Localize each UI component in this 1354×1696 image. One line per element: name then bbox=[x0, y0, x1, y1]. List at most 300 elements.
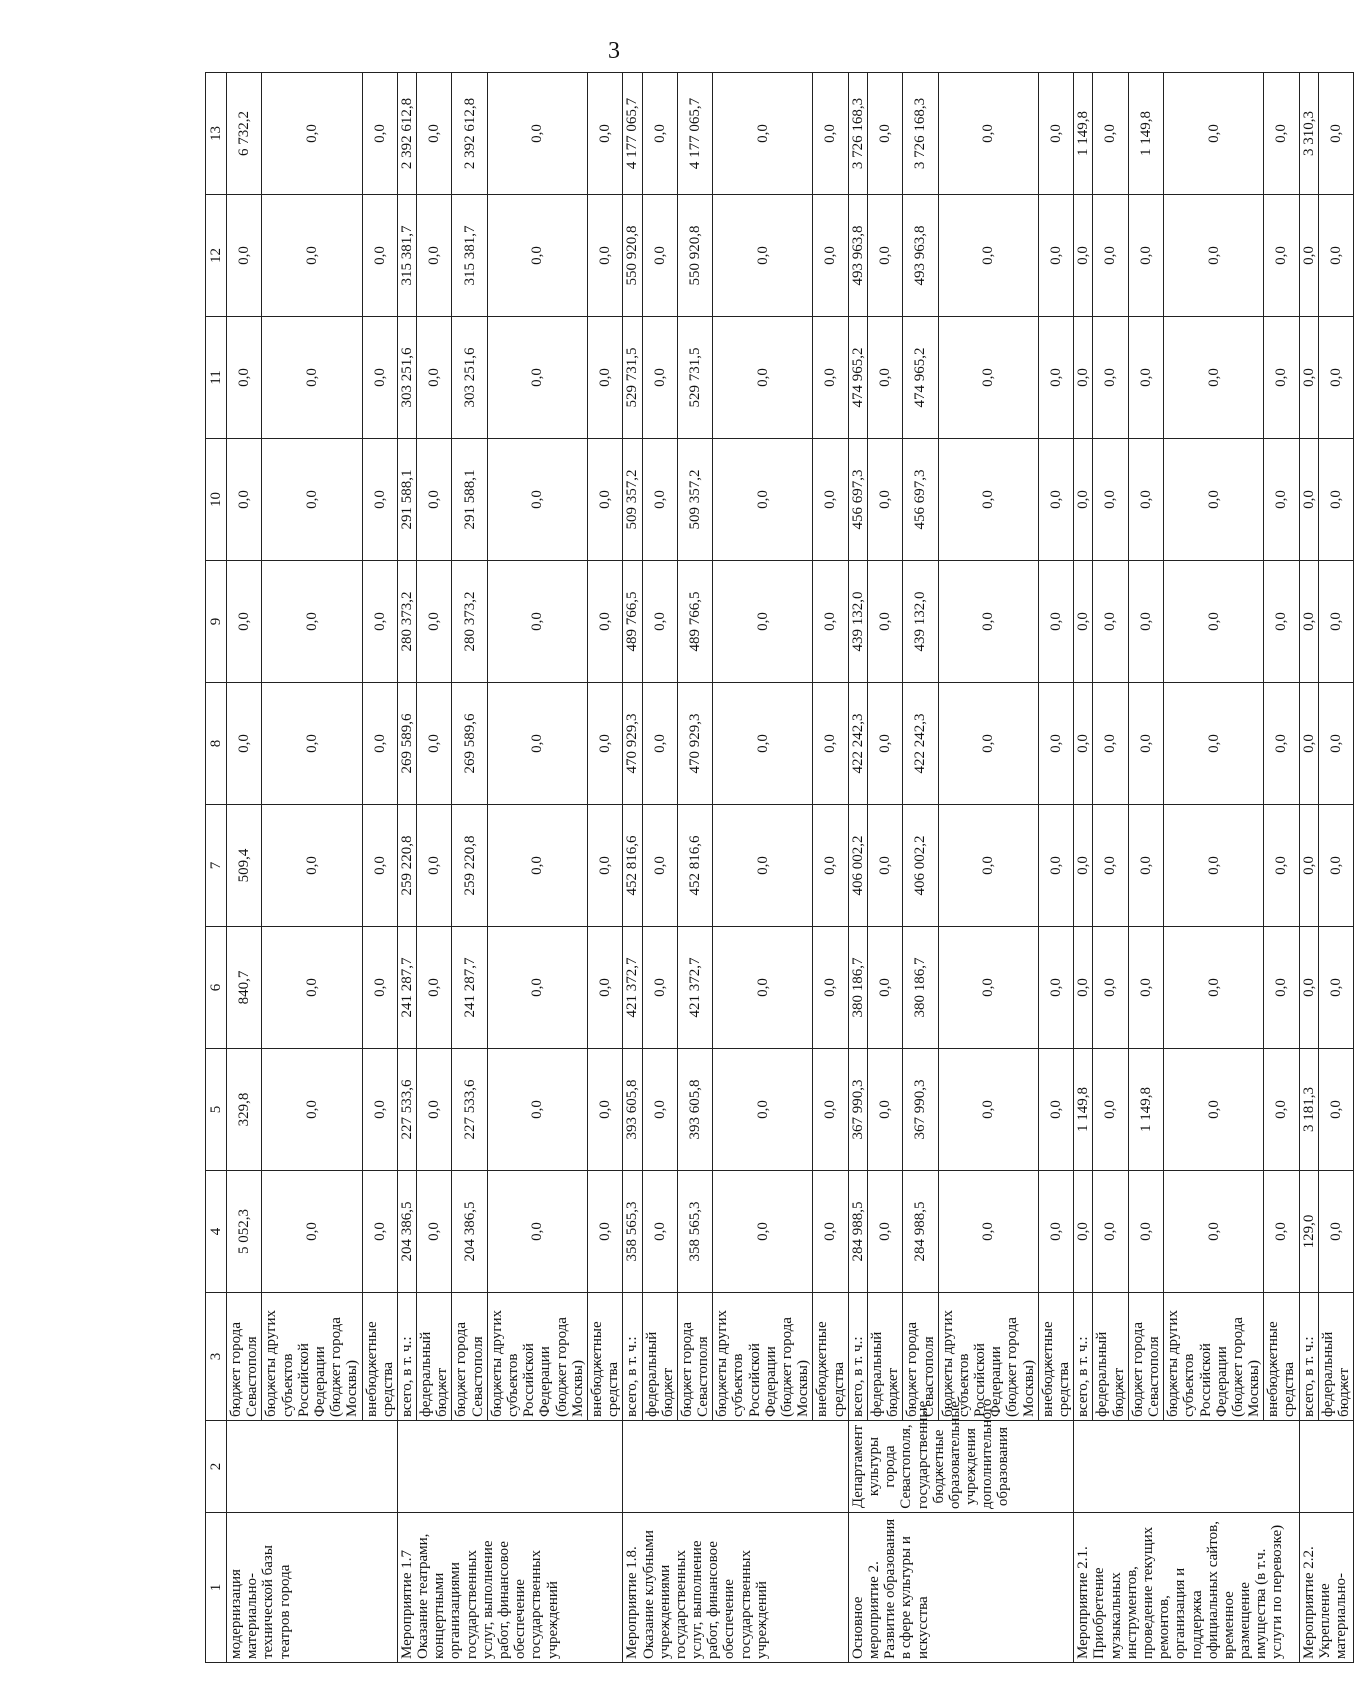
executor: Департамент культуры города Севастополя, государственные бюджетные образовательные учреждения дополнительного образования bbox=[848, 1421, 1073, 1513]
column-number-1: 1 bbox=[206, 1513, 227, 1663]
value-cell: 0,0 bbox=[262, 73, 362, 195]
value-cell: 0,0 bbox=[938, 683, 1038, 805]
value-cell: 0,0 bbox=[813, 195, 848, 317]
value-cell: 452 816,6 bbox=[677, 805, 712, 927]
value-cell: 358 565,3 bbox=[677, 1171, 712, 1293]
value-cell: 0,0 bbox=[1074, 439, 1093, 561]
value-cell: 0,0 bbox=[642, 561, 677, 683]
value-cell: 0,0 bbox=[1038, 561, 1073, 683]
value-cell: 280 373,2 bbox=[452, 561, 487, 683]
funding-source: федеральный бюджет bbox=[417, 1293, 452, 1421]
value-cell: 493 963,8 bbox=[903, 195, 938, 317]
value-cell: 0,0 bbox=[587, 927, 622, 1049]
value-cell: 0,0 bbox=[1299, 317, 1318, 439]
value-cell: 0,0 bbox=[1318, 1171, 1353, 1293]
value-cell: 0,0 bbox=[1093, 927, 1128, 1049]
value-cell: 0,0 bbox=[362, 439, 397, 561]
value-cell: 0,0 bbox=[1164, 561, 1264, 683]
budget-table bbox=[205, 72, 1354, 1663]
value-cell: 439 132,0 bbox=[903, 561, 938, 683]
value-cell: 0,0 bbox=[1074, 561, 1093, 683]
value-cell: 452 816,6 bbox=[623, 805, 642, 927]
value-cell: 0,0 bbox=[642, 195, 677, 317]
column-number-10: 10 bbox=[206, 439, 227, 561]
value-cell: 0,0 bbox=[938, 317, 1038, 439]
value-cell: 0,0 bbox=[1093, 1049, 1128, 1171]
value-cell: 0,0 bbox=[1128, 927, 1163, 1049]
value-cell: 0,0 bbox=[362, 927, 397, 1049]
value-cell: 0,0 bbox=[262, 1171, 362, 1293]
value-cell: 0,0 bbox=[1038, 1049, 1073, 1171]
value-cell: 0,0 bbox=[1164, 73, 1264, 195]
value-cell: 0,0 bbox=[1299, 195, 1318, 317]
value-cell: 0,0 bbox=[417, 927, 452, 1049]
funding-source: всего, в т. ч.: bbox=[623, 1293, 642, 1421]
value-cell: 291 588,1 bbox=[397, 439, 416, 561]
funding-source: федеральный бюджет bbox=[1318, 1293, 1353, 1421]
value-cell: 0,0 bbox=[262, 1049, 362, 1171]
value-cell: 241 287,7 bbox=[397, 927, 416, 1049]
measure-name: Мероприятие 2.1. Приобретение музыкальных инструментов, проведение текущих ремонтов, организация и поддержка официальных сайтов, временное размещение имущества (в т.ч. услуги по перевозке) bbox=[1074, 1513, 1299, 1663]
table-body bbox=[227, 73, 1354, 1663]
value-cell: 0,0 bbox=[1093, 73, 1128, 195]
value-cell: 0,0 bbox=[1038, 1171, 1073, 1293]
value-cell: 0,0 bbox=[642, 927, 677, 1049]
value-cell: 0,0 bbox=[227, 439, 262, 561]
value-cell: 0,0 bbox=[1264, 805, 1299, 927]
value-cell: 0,0 bbox=[867, 439, 902, 561]
funding-source: бюджеты других субъектов Российской Федерации (бюджет города Москвы) bbox=[938, 1293, 1038, 1421]
value-cell: 0,0 bbox=[867, 73, 902, 195]
funding-source: бюджет города Севастополя bbox=[903, 1293, 938, 1421]
measure-name: Мероприятие 2.2. Укрепление материально- bbox=[1299, 1513, 1354, 1663]
value-cell: 0,0 bbox=[938, 1049, 1038, 1171]
value-cell: 0,0 bbox=[1074, 927, 1093, 1049]
value-cell: 303 251,6 bbox=[397, 317, 416, 439]
value-cell: 0,0 bbox=[938, 73, 1038, 195]
value-cell: 0,0 bbox=[227, 317, 262, 439]
value-cell: 0,0 bbox=[417, 317, 452, 439]
value-cell: 0,0 bbox=[1093, 805, 1128, 927]
value-cell: 0,0 bbox=[487, 561, 587, 683]
value-cell: 4 177 065,7 bbox=[677, 73, 712, 195]
value-cell: 0,0 bbox=[938, 805, 1038, 927]
value-cell: 204 386,5 bbox=[452, 1171, 487, 1293]
value-cell: 0,0 bbox=[813, 317, 848, 439]
value-cell: 474 965,2 bbox=[848, 317, 867, 439]
value-cell: 0,0 bbox=[1038, 927, 1073, 1049]
value-cell: 315 381,7 bbox=[397, 195, 416, 317]
value-cell: 0,0 bbox=[1264, 561, 1299, 683]
value-cell: 0,0 bbox=[1038, 439, 1073, 561]
executor bbox=[623, 1421, 848, 1513]
funding-source: всего, в т. ч.: bbox=[1299, 1293, 1318, 1421]
value-cell: 0,0 bbox=[417, 561, 452, 683]
value-cell: 0,0 bbox=[362, 683, 397, 805]
value-cell: 0,0 bbox=[1299, 805, 1318, 927]
value-cell: 0,0 bbox=[1038, 317, 1073, 439]
value-cell: 0,0 bbox=[487, 1049, 587, 1171]
value-cell: 380 186,7 bbox=[848, 927, 867, 1049]
value-cell: 0,0 bbox=[262, 805, 362, 927]
value-cell: 0,0 bbox=[1264, 317, 1299, 439]
value-cell: 4 177 065,7 bbox=[623, 73, 642, 195]
value-cell: 284 988,5 bbox=[903, 1171, 938, 1293]
value-cell: 509 357,2 bbox=[677, 439, 712, 561]
value-cell: 422 242,3 bbox=[848, 683, 867, 805]
value-cell: 0,0 bbox=[487, 927, 587, 1049]
value-cell: 0,0 bbox=[262, 683, 362, 805]
value-cell: 0,0 bbox=[417, 195, 452, 317]
value-cell: 0,0 bbox=[1164, 683, 1264, 805]
executor bbox=[1074, 1421, 1299, 1513]
page-number: 3 bbox=[608, 38, 620, 64]
value-cell: 0,0 bbox=[487, 805, 587, 927]
value-cell: 259 220,8 bbox=[452, 805, 487, 927]
value-cell: 0,0 bbox=[938, 195, 1038, 317]
value-cell: 0,0 bbox=[813, 1171, 848, 1293]
value-cell: 0,0 bbox=[1038, 73, 1073, 195]
funding-source: внебюджетные средства bbox=[1038, 1293, 1073, 1421]
value-cell: 0,0 bbox=[417, 439, 452, 561]
value-cell: 406 002,2 bbox=[848, 805, 867, 927]
value-cell: 0,0 bbox=[487, 439, 587, 561]
value-cell: 280 373,2 bbox=[397, 561, 416, 683]
value-cell: 489 766,5 bbox=[623, 561, 642, 683]
value-cell: 0,0 bbox=[1038, 195, 1073, 317]
value-cell: 0,0 bbox=[362, 1049, 397, 1171]
funding-source: федеральный бюджет bbox=[642, 1293, 677, 1421]
value-cell: 0,0 bbox=[1318, 317, 1353, 439]
value-cell: 3 181,3 bbox=[1299, 1049, 1318, 1171]
value-cell: 6 732,2 bbox=[227, 73, 262, 195]
value-cell: 380 186,7 bbox=[903, 927, 938, 1049]
column-number-12: 12 bbox=[206, 195, 227, 317]
value-cell: 1 149,8 bbox=[1074, 1049, 1093, 1171]
value-cell: 0,0 bbox=[1074, 683, 1093, 805]
value-cell: 0,0 bbox=[1164, 927, 1264, 1049]
value-cell: 0,0 bbox=[1128, 195, 1163, 317]
column-number-8: 8 bbox=[206, 683, 227, 805]
value-cell: 493 963,8 bbox=[848, 195, 867, 317]
value-cell: 0,0 bbox=[417, 1171, 452, 1293]
value-cell: 0,0 bbox=[813, 1049, 848, 1171]
value-cell: 0,0 bbox=[587, 73, 622, 195]
value-cell: 489 766,5 bbox=[677, 561, 712, 683]
value-cell: 470 929,3 bbox=[677, 683, 712, 805]
column-number-7: 7 bbox=[206, 805, 227, 927]
funding-source: бюджеты других субъектов Российской Федерации (бюджет города Москвы) bbox=[487, 1293, 587, 1421]
value-cell: 0,0 bbox=[938, 561, 1038, 683]
funding-source: бюджет города Севастополя bbox=[1128, 1293, 1163, 1421]
value-cell: 0,0 bbox=[867, 805, 902, 927]
value-cell: 0,0 bbox=[1318, 439, 1353, 561]
value-cell: 470 929,3 bbox=[623, 683, 642, 805]
executor bbox=[397, 1421, 622, 1513]
value-cell: 0,0 bbox=[713, 1049, 813, 1171]
value-cell: 0,0 bbox=[262, 439, 362, 561]
value-cell: 0,0 bbox=[227, 561, 262, 683]
value-cell: 0,0 bbox=[1264, 1049, 1299, 1171]
value-cell: 474 965,2 bbox=[903, 317, 938, 439]
value-cell: 3 726 168,3 bbox=[903, 73, 938, 195]
table-row bbox=[848, 73, 867, 1663]
value-cell: 0,0 bbox=[642, 317, 677, 439]
value-cell: 406 002,2 bbox=[903, 805, 938, 927]
value-cell: 227 533,6 bbox=[397, 1049, 416, 1171]
value-cell: 421 372,7 bbox=[623, 927, 642, 1049]
value-cell: 0,0 bbox=[1128, 439, 1163, 561]
value-cell: 0,0 bbox=[1074, 195, 1093, 317]
value-cell: 0,0 bbox=[262, 317, 362, 439]
column-number-row bbox=[206, 73, 227, 1663]
value-cell: 2 392 612,8 bbox=[452, 73, 487, 195]
measure-name: Основное мероприятие 2. Развитие образования в сфере культуры и искусства bbox=[848, 1513, 1073, 1663]
value-cell: 0,0 bbox=[713, 683, 813, 805]
value-cell: 0,0 bbox=[1038, 683, 1073, 805]
value-cell: 0,0 bbox=[1299, 683, 1318, 805]
value-cell: 0,0 bbox=[1318, 927, 1353, 1049]
measure-name: модернизация материально-технической базы театров города bbox=[227, 1513, 398, 1663]
funding-source: внебюджетные средства bbox=[1264, 1293, 1299, 1421]
value-cell: 509 357,2 bbox=[623, 439, 642, 561]
value-cell: 0,0 bbox=[487, 195, 587, 317]
value-cell: 0,0 bbox=[1164, 1171, 1264, 1293]
value-cell: 0,0 bbox=[362, 195, 397, 317]
value-cell: 0,0 bbox=[417, 73, 452, 195]
value-cell: 0,0 bbox=[1299, 561, 1318, 683]
executor bbox=[1299, 1421, 1354, 1513]
value-cell: 1 149,8 bbox=[1128, 73, 1163, 195]
value-cell: 0,0 bbox=[1074, 317, 1093, 439]
value-cell: 0,0 bbox=[487, 1171, 587, 1293]
value-cell: 529 731,5 bbox=[677, 317, 712, 439]
value-cell: 315 381,7 bbox=[452, 195, 487, 317]
value-cell: 0,0 bbox=[1299, 439, 1318, 561]
value-cell: 0,0 bbox=[713, 561, 813, 683]
value-cell: 0,0 bbox=[867, 317, 902, 439]
value-cell: 0,0 bbox=[1164, 1049, 1264, 1171]
value-cell: 0,0 bbox=[867, 561, 902, 683]
table-row bbox=[397, 73, 416, 1663]
column-number-4: 4 bbox=[206, 1171, 227, 1293]
funding-source: бюджет города Севастополя bbox=[452, 1293, 487, 1421]
value-cell: 204 386,5 bbox=[397, 1171, 416, 1293]
value-cell: 0,0 bbox=[1299, 927, 1318, 1049]
value-cell: 0,0 bbox=[1128, 805, 1163, 927]
funding-source: федеральный бюджет bbox=[867, 1293, 902, 1421]
table-row bbox=[623, 73, 642, 1663]
value-cell: 0,0 bbox=[867, 1171, 902, 1293]
value-cell: 421 372,7 bbox=[677, 927, 712, 1049]
value-cell: 303 251,6 bbox=[452, 317, 487, 439]
value-cell: 0,0 bbox=[1264, 1171, 1299, 1293]
value-cell: 0,0 bbox=[262, 927, 362, 1049]
value-cell: 0,0 bbox=[1128, 561, 1163, 683]
value-cell: 0,0 bbox=[867, 683, 902, 805]
value-cell: 393 605,8 bbox=[623, 1049, 642, 1171]
value-cell: 291 588,1 bbox=[452, 439, 487, 561]
value-cell: 0,0 bbox=[417, 683, 452, 805]
value-cell: 0,0 bbox=[417, 1049, 452, 1171]
value-cell: 0,0 bbox=[362, 73, 397, 195]
rotated-content bbox=[205, 73, 1352, 1663]
value-cell: 0,0 bbox=[642, 1171, 677, 1293]
value-cell: 0,0 bbox=[262, 195, 362, 317]
table-row bbox=[227, 73, 262, 1663]
value-cell: 0,0 bbox=[938, 1171, 1038, 1293]
value-cell: 439 132,0 bbox=[848, 561, 867, 683]
value-cell: 0,0 bbox=[713, 805, 813, 927]
value-cell: 0,0 bbox=[587, 317, 622, 439]
value-cell: 550 920,8 bbox=[677, 195, 712, 317]
value-cell: 0,0 bbox=[587, 1049, 622, 1171]
value-cell: 367 990,3 bbox=[903, 1049, 938, 1171]
value-cell: 0,0 bbox=[1128, 683, 1163, 805]
value-cell: 0,0 bbox=[1264, 439, 1299, 561]
value-cell: 0,0 bbox=[487, 317, 587, 439]
value-cell: 5 052,3 bbox=[227, 1171, 262, 1293]
value-cell: 509,4 bbox=[227, 805, 262, 927]
value-cell: 0,0 bbox=[587, 439, 622, 561]
value-cell: 0,0 bbox=[642, 439, 677, 561]
value-cell: 0,0 bbox=[362, 805, 397, 927]
value-cell: 269 589,6 bbox=[452, 683, 487, 805]
value-cell: 0,0 bbox=[713, 927, 813, 1049]
value-cell: 3 310,3 bbox=[1299, 73, 1318, 195]
funding-source: бюджеты других субъектов Российской Федерации (бюджет города Москвы) bbox=[262, 1293, 362, 1421]
value-cell: 0,0 bbox=[1128, 317, 1163, 439]
value-cell: 0,0 bbox=[713, 439, 813, 561]
value-cell: 284 988,5 bbox=[848, 1171, 867, 1293]
measure-name: Мероприятие 1.8. Оказание клубными учреждениями государственных услуг, выполнение работ, финансовое обеспечение государственных учреждений bbox=[623, 1513, 848, 1663]
value-cell: 0,0 bbox=[1318, 73, 1353, 195]
measure-name: Мероприятие 1.7 Оказание театрами, концертными организациями государственных услуг, выполнение работ, финансовое обеспечение государственных учреждений bbox=[397, 1513, 622, 1663]
value-cell: 0,0 bbox=[362, 317, 397, 439]
value-cell: 0,0 bbox=[867, 1049, 902, 1171]
value-cell: 456 697,3 bbox=[903, 439, 938, 561]
column-number-6: 6 bbox=[206, 927, 227, 1049]
value-cell: 329,8 bbox=[227, 1049, 262, 1171]
funding-source: всего, в т. ч.: bbox=[397, 1293, 416, 1421]
value-cell: 0,0 bbox=[1318, 1049, 1353, 1171]
value-cell: 0,0 bbox=[1128, 1171, 1163, 1293]
value-cell: 0,0 bbox=[813, 683, 848, 805]
value-cell: 0,0 bbox=[713, 1171, 813, 1293]
value-cell: 259 220,8 bbox=[397, 805, 416, 927]
value-cell: 529 731,5 bbox=[623, 317, 642, 439]
value-cell: 227 533,6 bbox=[452, 1049, 487, 1171]
value-cell: 0,0 bbox=[1318, 195, 1353, 317]
value-cell: 0,0 bbox=[1093, 317, 1128, 439]
column-number-3: 3 bbox=[206, 1293, 227, 1421]
funding-source: всего, в т. ч.: bbox=[1074, 1293, 1093, 1421]
value-cell: 0,0 bbox=[1318, 561, 1353, 683]
value-cell: 0,0 bbox=[227, 683, 262, 805]
value-cell: 0,0 bbox=[1264, 73, 1299, 195]
value-cell: 422 242,3 bbox=[903, 683, 938, 805]
funding-source: всего, в т. ч.: bbox=[848, 1293, 867, 1421]
value-cell: 0,0 bbox=[867, 195, 902, 317]
value-cell: 0,0 bbox=[1093, 439, 1128, 561]
value-cell: 0,0 bbox=[487, 73, 587, 195]
value-cell: 840,7 bbox=[227, 927, 262, 1049]
value-cell: 367 990,3 bbox=[848, 1049, 867, 1171]
value-cell: 2 392 612,8 bbox=[397, 73, 416, 195]
executor bbox=[227, 1421, 398, 1513]
value-cell: 550 920,8 bbox=[623, 195, 642, 317]
value-cell: 0,0 bbox=[642, 683, 677, 805]
funding-source: внебюджетные средства bbox=[813, 1293, 848, 1421]
value-cell: 0,0 bbox=[587, 561, 622, 683]
funding-source: внебюджетные средства bbox=[362, 1293, 397, 1421]
value-cell: 0,0 bbox=[1074, 805, 1093, 927]
value-cell: 0,0 bbox=[1164, 805, 1264, 927]
column-number-13: 13 bbox=[206, 73, 227, 195]
value-cell: 0,0 bbox=[938, 927, 1038, 1049]
funding-source: бюджеты других субъектов Российской Федерации (бюджет города Москвы) bbox=[713, 1293, 813, 1421]
value-cell: 0,0 bbox=[1074, 1171, 1093, 1293]
value-cell: 0,0 bbox=[587, 683, 622, 805]
value-cell: 1 149,8 bbox=[1074, 73, 1093, 195]
value-cell: 0,0 bbox=[1264, 683, 1299, 805]
value-cell: 0,0 bbox=[813, 73, 848, 195]
value-cell: 456 697,3 bbox=[848, 439, 867, 561]
value-cell: 393 605,8 bbox=[677, 1049, 712, 1171]
value-cell: 0,0 bbox=[417, 805, 452, 927]
value-cell: 0,0 bbox=[813, 561, 848, 683]
value-cell: 0,0 bbox=[227, 195, 262, 317]
value-cell: 0,0 bbox=[1093, 195, 1128, 317]
value-cell: 0,0 bbox=[938, 439, 1038, 561]
funding-source: федеральный бюджет bbox=[1093, 1293, 1128, 1421]
value-cell: 0,0 bbox=[713, 73, 813, 195]
column-number-5: 5 bbox=[206, 1049, 227, 1171]
value-cell: 0,0 bbox=[1093, 561, 1128, 683]
value-cell: 0,0 bbox=[867, 927, 902, 1049]
value-cell: 0,0 bbox=[587, 805, 622, 927]
value-cell: 0,0 bbox=[813, 805, 848, 927]
value-cell: 1 149,8 bbox=[1128, 1049, 1163, 1171]
value-cell: 0,0 bbox=[1318, 683, 1353, 805]
value-cell: 0,0 bbox=[1093, 1171, 1128, 1293]
value-cell: 0,0 bbox=[713, 317, 813, 439]
value-cell: 0,0 bbox=[1264, 195, 1299, 317]
value-cell: 0,0 bbox=[1264, 927, 1299, 1049]
value-cell: 129,0 bbox=[1299, 1171, 1318, 1293]
value-cell: 0,0 bbox=[713, 195, 813, 317]
value-cell: 3 726 168,3 bbox=[848, 73, 867, 195]
funding-source: бюджет города Севастополя bbox=[227, 1293, 262, 1421]
value-cell: 0,0 bbox=[642, 1049, 677, 1171]
funding-source: внебюджетные средства bbox=[587, 1293, 622, 1421]
table-row bbox=[1074, 73, 1093, 1663]
value-cell: 0,0 bbox=[642, 805, 677, 927]
value-cell: 0,0 bbox=[813, 439, 848, 561]
column-number-2: 2 bbox=[206, 1421, 227, 1513]
funding-source: бюджеты других субъектов Российской Федерации (бюджет города Москвы) bbox=[1164, 1293, 1264, 1421]
value-cell: 0,0 bbox=[487, 683, 587, 805]
table-row bbox=[1299, 73, 1318, 1663]
value-cell: 0,0 bbox=[813, 927, 848, 1049]
value-cell: 0,0 bbox=[262, 561, 362, 683]
column-number-11: 11 bbox=[206, 317, 227, 439]
value-cell: 0,0 bbox=[587, 1171, 622, 1293]
value-cell: 0,0 bbox=[1164, 439, 1264, 561]
value-cell: 0,0 bbox=[1038, 805, 1073, 927]
value-cell: 241 287,7 bbox=[452, 927, 487, 1049]
value-cell: 358 565,3 bbox=[623, 1171, 642, 1293]
